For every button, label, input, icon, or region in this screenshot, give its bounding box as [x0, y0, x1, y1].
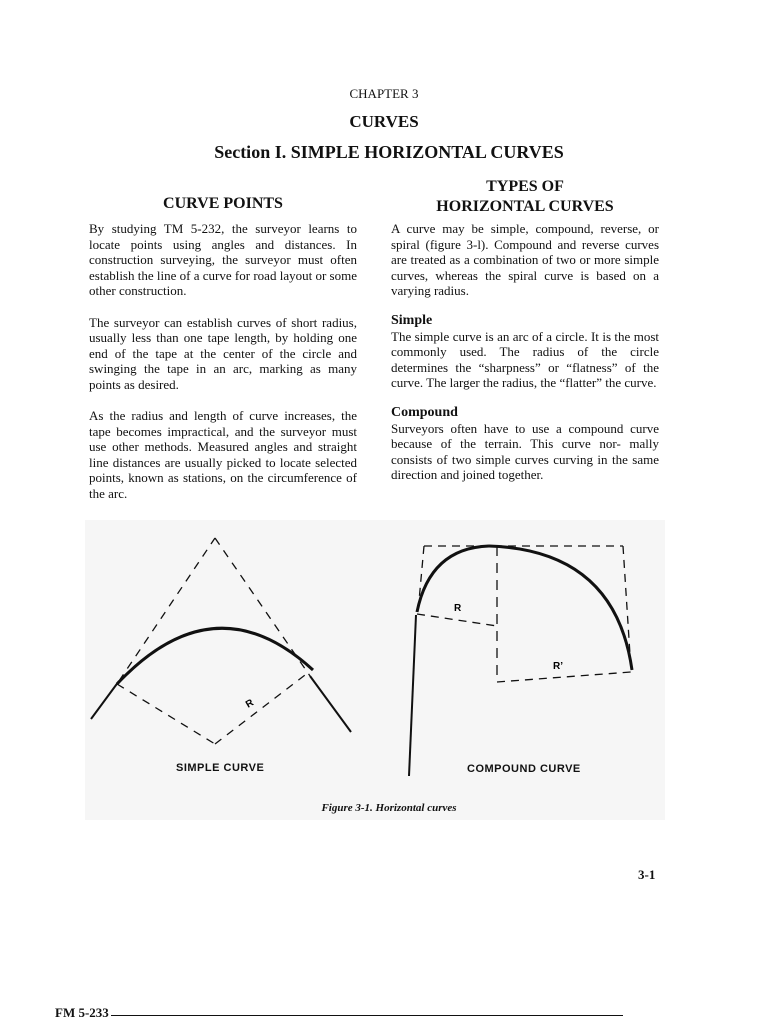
section-title: Section I. SIMPLE HORIZONTAL CURVES: [214, 142, 564, 162]
compound-radius-label: R: [454, 603, 462, 614]
simple-tangent-left: [91, 681, 119, 719]
compound-text: Surveyors often have to use a compound curve because of the terrain. This curve nor- mally consists of two simple curves curving in the same direction and joined together.: [391, 420, 659, 482]
compound-tangent-left: [409, 615, 416, 776]
figure-caption: Figure 3-1. Horizontal curves: [321, 802, 457, 814]
page-number: 3-1: [638, 867, 656, 882]
simple-radius-left: [117, 684, 215, 744]
paragraph: As the radius and length of curve increases, the tape becomes impractical, and the surveyor must use other methods. Measured angles and straight line distances are usually picked to locate selected points, known as stations, on the circumference of the arc.: [89, 408, 357, 501]
simple-tangent-right: [310, 676, 351, 732]
curve-points-heading: CURVE POINTS: [163, 195, 283, 212]
simple-text: The simple curve is an arc of a circle. It is the most commonly used. The radius of the circle determines the “sharpness” or “flatness” of the curve. The larger the radius, the “flatter” the curve.: [391, 328, 659, 390]
figure-horizontal-curves: [85, 520, 665, 820]
simple-tangent-ext-left: [119, 538, 215, 681]
figure-drawing: [85, 520, 665, 820]
chapter-label: CHAPTER 3: [349, 86, 419, 101]
chapter-title: CURVES: [349, 112, 419, 131]
left-column: [89, 221, 357, 517]
types-heading-line2: HORIZONTAL CURVES: [436, 198, 614, 215]
manual-number: FM 5-233: [55, 1005, 109, 1020]
paragraph: By studying TM 5-232, the surveyor learns to locate points using angles and distances. In construction surveying, the surveyor must often establish the line of a curve for road layout or some other construction.: [89, 221, 357, 298]
simple-radius-right: [215, 672, 309, 744]
simple-curve-diagram: [91, 538, 351, 744]
compound-radius-small: [417, 614, 497, 626]
compound-curve-label: COMPOUND CURVE: [467, 763, 581, 775]
types-intro: A curve may be simple, compound, reverse, or spiral (figure 3-l). Compound and reverse curves are treated as a combination of two or more simple curves, whereas the spiral curve is based on a varying radius.: [391, 221, 659, 298]
right-column: [391, 221, 659, 497]
footer: [55, 1005, 623, 1021]
simple-subheading: Simple: [391, 312, 433, 328]
footer-rule: [111, 1015, 623, 1016]
simple-curve-label: SIMPLE CURVE: [176, 762, 265, 774]
compound-radius2-label: R’: [553, 661, 563, 672]
types-heading-line1: TYPES OF: [486, 178, 564, 195]
simple-radius-label: R: [244, 697, 256, 711]
types-heading: [391, 177, 659, 217]
compound-subheading: Compound: [391, 404, 458, 420]
paragraph: The surveyor can establish curves of short radius, usually less than one tape length, by holding one end of the tape at the center of the circle and swinging the tape in an arc, marking as many points as desired.: [89, 314, 357, 392]
compound-arc-small: [417, 546, 489, 612]
compound-arc-large: [489, 546, 632, 670]
compound-radius-large: [497, 672, 631, 682]
compound-curve-diagram: [409, 546, 632, 776]
